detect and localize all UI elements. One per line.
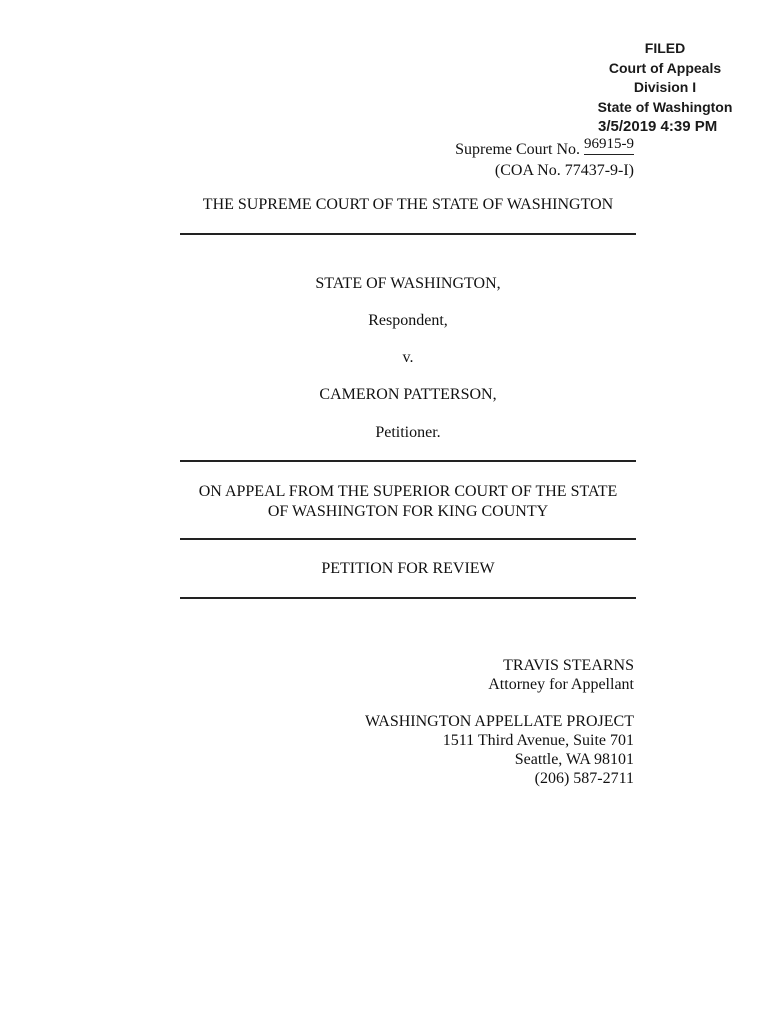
attorney-name: TRAVIS STEARNS [503, 657, 634, 674]
coa-number: (COA No. 77437-9-I) [494, 162, 634, 179]
stamp-division: Division I [633, 79, 697, 95]
attorney-block [488, 656, 634, 694]
appeal-origin [180, 482, 636, 522]
firm-phone: (206) 587-2711 [534, 770, 634, 787]
respondent-name: STATE OF WASHINGTON, [315, 275, 501, 292]
firm-block [365, 712, 634, 788]
divider [180, 233, 636, 235]
supreme-court-label: Supreme Court No. [455, 141, 580, 158]
versus: v. [402, 349, 414, 366]
divider [180, 460, 636, 462]
stamp-court: Court of Appeals [608, 59, 722, 76]
petitioner-name: CAMERON PATTERSON, [319, 386, 497, 403]
divider [180, 538, 636, 540]
appeal-line-1: ON APPEAL FROM THE SUPERIOR COURT OF THE STATE [198, 483, 618, 500]
firm-name: WASHINGTON APPELLATE PROJECT [364, 713, 634, 730]
document-title: PETITION FOR REVIEW [321, 560, 495, 577]
attorney-role: Attorney for Appellant [488, 676, 634, 693]
supreme-court-number-line [455, 136, 634, 161]
filing-stamp [580, 39, 750, 137]
supreme-court-number: 96915-9 [584, 134, 634, 155]
divider [180, 597, 636, 599]
stamp-filed: FILED [644, 40, 686, 56]
respondent-role: Respondent, [368, 312, 448, 329]
appeal-line-2: OF WASHINGTON FOR KING COUNTY [267, 503, 549, 520]
case-numbers [455, 136, 634, 181]
court-title: THE SUPREME COURT OF THE STATE OF WASHINGTON [202, 196, 614, 213]
stamp-datetime: 3/5/2019 4:39 PM [598, 118, 718, 135]
petitioner-role: Petitioner. [375, 424, 441, 441]
firm-address: 1511 Third Avenue, Suite 701 [442, 732, 634, 749]
firm-city: Seattle, WA 98101 [514, 751, 634, 768]
stamp-state: State of Washington [597, 98, 733, 115]
